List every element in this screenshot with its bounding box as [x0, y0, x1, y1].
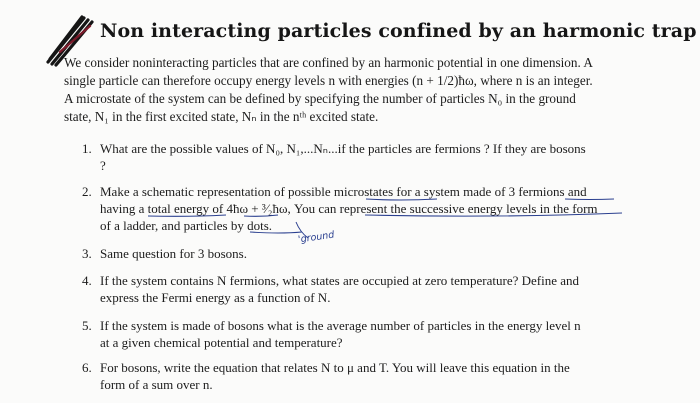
- handwritten-note: 'ground: [297, 229, 336, 246]
- question-number: 6.: [82, 360, 92, 375]
- intro-line: state, N₁ in the first excited state, Nₙ in the nᵗʰ excited state.: [64, 109, 379, 124]
- question-text: Same question for 3 bosons.: [100, 246, 247, 261]
- ink-underline: [366, 199, 437, 200]
- question-text: express the Fermi energy as a function of N.: [100, 290, 331, 305]
- intro-line: We consider noninteracting particles that are confined by an harmonic potential in one dimension. A: [64, 55, 593, 70]
- question-number: 4.: [82, 273, 92, 288]
- ink-underline: [148, 215, 226, 216]
- question-number: 3.: [82, 246, 92, 261]
- intro-line: single particle can therefore occupy energy levels n with energies (n + 1/2)ħω, where n is an integer.: [64, 73, 593, 88]
- question-text: Make a schematic representation of possible microstates for a system made of 3 fermions and: [100, 184, 587, 199]
- ink-underline: [565, 199, 614, 200]
- question-text: at a given chemical potential and temperature?: [100, 335, 343, 350]
- question-text: ?: [100, 158, 106, 173]
- ink-underline: [250, 232, 302, 233]
- ink-underline: [244, 215, 278, 216]
- intro-line: A microstate of the system can be defined by specifying the number of particles N₀ in the ground: [64, 91, 576, 106]
- question-text: If the system contains N fermions, what states are occupied at zero temperature? Define and: [100, 273, 580, 288]
- ink-underline: [365, 213, 622, 216]
- question-text: form of a sum over n.: [100, 377, 213, 392]
- question-text: having a total energy of 4ħω + ³⁄₂ħω, You can represent the successive energy levels in the form: [100, 201, 598, 216]
- question-text: If the system is made of bosons what is the average number of particles in the energy level n: [100, 318, 581, 333]
- question-text: For bosons, write the equation that relates N to μ and T. You will leave this equation in the: [100, 360, 570, 375]
- question-number: 2.: [82, 184, 92, 199]
- question-text: What are the possible values of N₀, N₁,...Nₙ...if the particles are fermions ? If they are bosons: [100, 141, 586, 156]
- question-number: 5.: [82, 318, 92, 333]
- page-title: Non interacting particles confined by an harmonic trap: [100, 20, 697, 42]
- question-text: of a ladder, and particles by dots.: [100, 218, 273, 233]
- question-number: 1.: [82, 141, 92, 156]
